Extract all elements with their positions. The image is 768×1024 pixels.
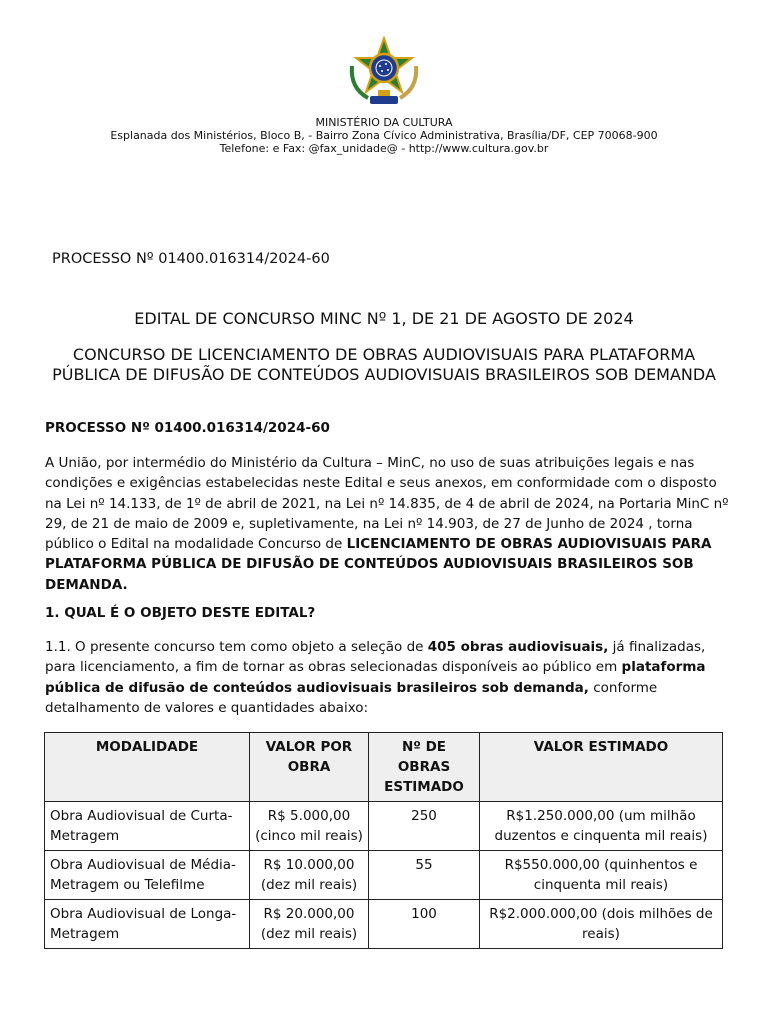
ministry-header [0,116,768,155]
concurso-title: CONCURSO DE LICENCIAMENTO DE OBRAS AUDIOVISUAIS PARA PLATAFORMA PÚBLICA DE DIFUSÃO DE CONTEÚDOS AUDIOVISUAIS BRASILEIROS SOB DEMANDA [52,345,716,384]
column-header: VALOR POR OBRA [250,733,369,802]
coat-of-arms-icon [344,36,424,112]
table-cell: Obra Audiovisual de Média-Metragem ou Telefilme [45,851,250,900]
table-cell: Obra Audiovisual de Longa-Metragem [45,900,250,949]
intro-bold-text: LICENCIAMENTO DE OBRAS AUDIOVISUAIS PARA PLATAFORMA PÚBLICA DE DIFUSÃO DE CONTEÚDOS AUDIOVISUAIS BRASILEIROS SOB DEMANDA. [45,536,712,593]
table-cell: R$550.000,00 (quinhentos e cinquenta mil reais) [480,851,723,900]
table-row [45,900,723,949]
edital-title: EDITAL DE CONCURSO MINC Nº 1, DE 21 DE AGOSTO DE 2024 [134,309,634,328]
column-header: MODALIDADE [45,733,250,802]
ministry-name: MINISTÉRIO DA CULTURA [315,116,453,129]
values-table [44,732,723,949]
table-cell: 250 [369,802,480,851]
table-row [45,851,723,900]
ministry-address: Esplanada dos Ministérios, Bloco B, - Bairro Zona Cívico Administrativa, Brasília/DF, CEP 70068-900 [110,129,658,142]
table-cell: R$1.250.000,00 (um milhão duzentos e cinquenta mil reais) [480,802,723,851]
table-cell: 100 [369,900,480,949]
column-header: VALOR ESTIMADO [480,733,723,802]
clause-1-1 [45,637,735,718]
column-header: Nº DE OBRAS ESTIMADO [369,733,480,802]
intro-text: A União, por intermédio do Ministério da Cultura – MinC, no uso de suas atribuições legais e nas condições e exigências estabelecidas neste Edital e seus anexos, em conformidade com o disposto na Lei nº 14.133, de 1º de abril de 2021, na Lei nº 14.835, de 4 de abril de 2024, na Portaria MinC nº 29, de 21 de maio de 2009 e, supletivamente, na Lei nº 14.903, de 27 de Junho de 2024 , torna público o Edital na modalidade Concurso de [45,455,729,553]
clause-bold-1: 405 obras audiovisuais, [427,639,609,655]
clause-bold-2: plataforma pública de difusão de conteúdos audiovisuais brasileiros sob demanda, [45,659,706,696]
table-cell: 55 [369,851,480,900]
table-cell: R$ 10.000,00 (dez mil reais) [250,851,369,900]
clause-text-2: já finalizadas, para licenciamento, a fim de tornar as obras selecionadas disponíveis ao público em [45,639,706,676]
intro-paragraph [45,453,735,595]
ministry-contact: Telefone: e Fax: @fax_unidade@ - http://www.cultura.gov.br [219,142,549,155]
processo-number: PROCESSO Nº 01400.016314/2024-60 [52,251,330,267]
section-heading: 1. QUAL É O OBJETO DESTE EDITAL? [45,605,316,621]
table-header-row [45,733,723,802]
clause-text-1: 1.1. O presente concurso tem como objeto a seleção de [45,639,428,655]
table-cell: Obra Audiovisual de Curta-Metragem [45,802,250,851]
processo-number-bold: PROCESSO Nº 01400.016314/2024-60 [45,420,330,436]
table-cell: R$2.000.000,00 (dois milhões de reais) [480,900,723,949]
clause-text-3: conforme detalhamento de valores e quantidades abaixo: [45,679,658,716]
table-cell: R$ 5.000,00 (cinco mil reais) [250,802,369,851]
table-row [45,802,723,851]
table-cell: R$ 20.000,00 (dez mil reais) [250,900,369,949]
